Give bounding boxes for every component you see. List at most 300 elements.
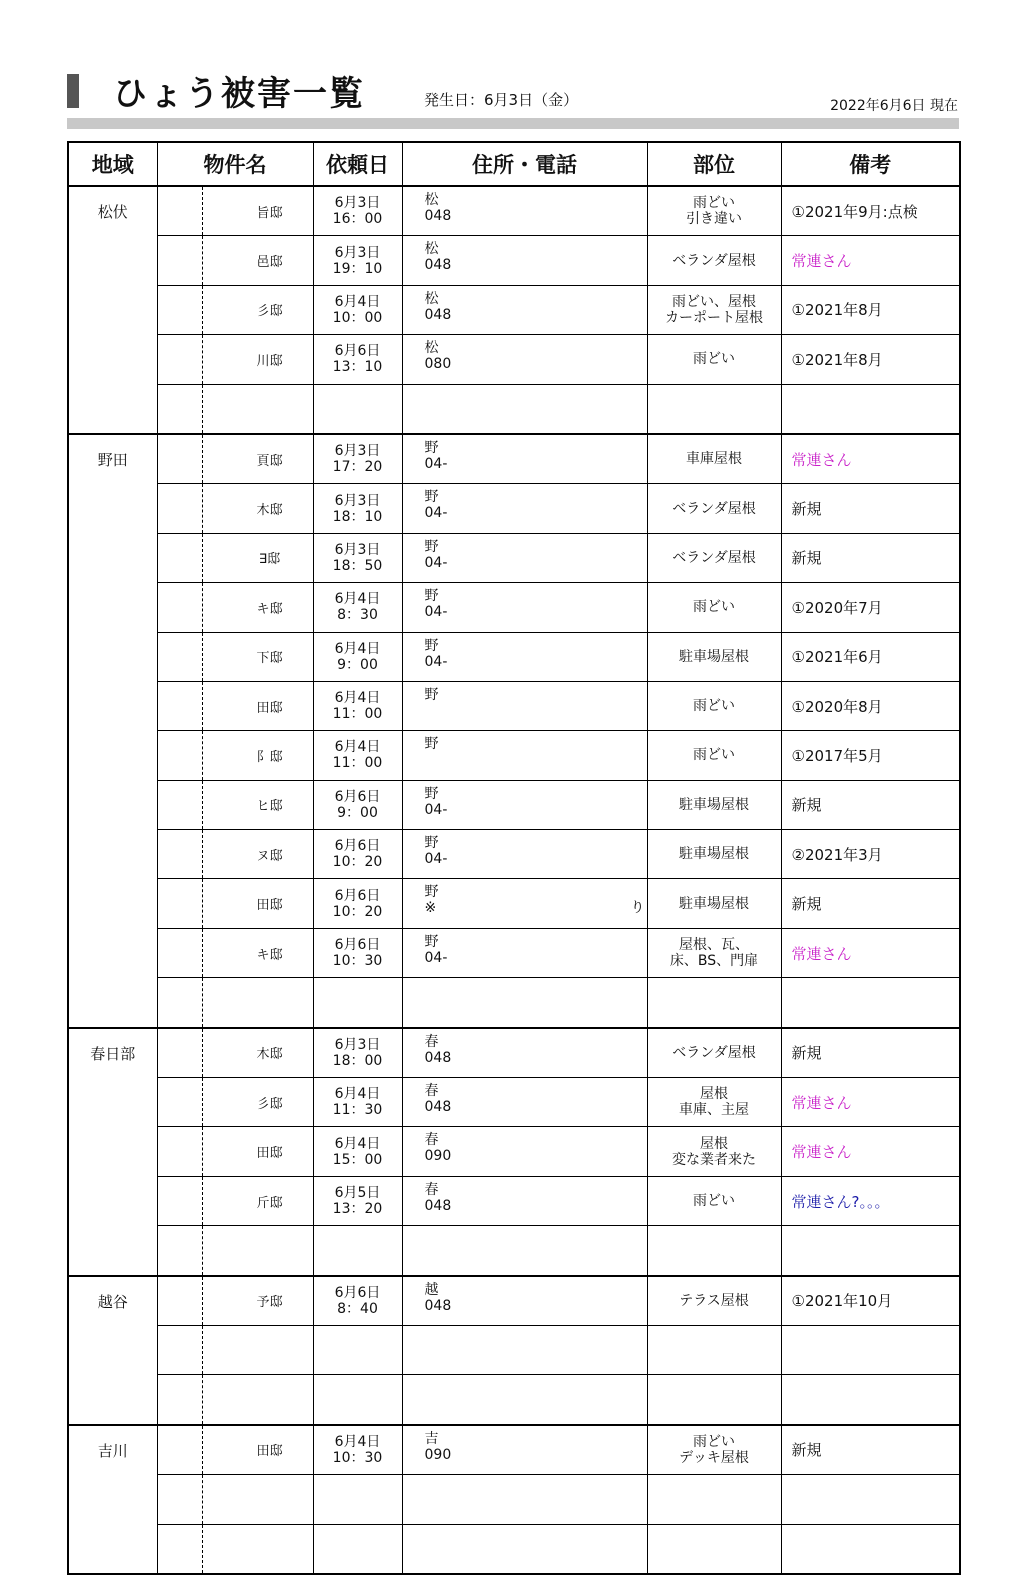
table-row (68, 1475, 960, 1524)
request-date (313, 186, 402, 236)
address-phone (402, 731, 647, 780)
address-phone (402, 830, 647, 879)
property-name: 木邸 (202, 484, 313, 533)
property-spacer (157, 681, 202, 730)
property-name: 川邸 (202, 335, 313, 384)
table-row (68, 830, 960, 879)
damage-part-line: 駐車場屋根 (679, 796, 749, 813)
note: ①2021年9月:点検 (781, 186, 960, 236)
address-phone (402, 186, 647, 236)
address-phone-line: 048 (424, 257, 452, 274)
damage-part (647, 830, 781, 879)
note: ①2021年8月 (781, 335, 960, 384)
request-date-line: 11：30 (332, 1102, 383, 1119)
address-phone (402, 384, 647, 434)
address-phone-line: 春 (424, 1181, 439, 1198)
request-date-line: 17：20 (332, 459, 383, 476)
property-spacer (157, 186, 202, 236)
damage-part (647, 1226, 781, 1276)
property-spacer (157, 632, 202, 681)
address-phone (402, 681, 647, 730)
address-phone-line: 春 (424, 1033, 439, 1050)
table-row (68, 632, 960, 681)
request-date-line: 10：20 (332, 903, 383, 920)
damage-part-line: 駐車場屋根 (679, 846, 749, 863)
note (781, 978, 960, 1028)
note: 常連さん (781, 1127, 960, 1176)
property-spacer (157, 1078, 202, 1127)
property-spacer (157, 879, 202, 928)
address-phone-line: 野 (424, 489, 439, 506)
damage-part (647, 731, 781, 780)
address-phone-line: 野 (424, 785, 439, 802)
note (781, 1375, 960, 1425)
as-of-date: 2022年6月6日 現在 (830, 98, 958, 114)
property-name: 木邸 (202, 1028, 313, 1078)
note: ①2017年5月 (781, 731, 960, 780)
address-phone-line: 松 (424, 340, 439, 357)
request-date (313, 434, 402, 484)
request-date (313, 1276, 402, 1326)
damage-part-line: 車庫屋根 (686, 451, 742, 468)
address-phone (402, 928, 647, 977)
request-date-line: 10：30 (332, 953, 383, 970)
region-cell: 吉川 (68, 1425, 157, 1574)
request-date-line: 18：50 (332, 557, 383, 574)
request-date (313, 1028, 402, 1078)
note (781, 1524, 960, 1574)
property-name: 田邸 (202, 681, 313, 730)
title-marker (67, 74, 79, 108)
note: ①2021年6月 (781, 632, 960, 681)
damage-part-line: ベランダ屋根 (672, 252, 756, 269)
property-name (202, 1226, 313, 1276)
note: 常連さん (781, 1078, 960, 1127)
address-phone-line: 080 (424, 356, 452, 373)
property-spacer (157, 830, 202, 879)
address-phone-line: 野 (424, 588, 439, 605)
address-phone-line: 048 (424, 1297, 452, 1314)
table-row (68, 1375, 960, 1425)
address-phone-line: 048 (424, 1197, 452, 1214)
col-part: 部位 (647, 142, 781, 186)
request-date-line: 6月3日 (334, 492, 381, 509)
property-spacer (157, 1276, 202, 1326)
damage-part (647, 335, 781, 384)
property-spacer (157, 1524, 202, 1574)
damage-part-line: 雨どい (693, 698, 735, 715)
request-date-line: 10：30 (332, 1449, 383, 1466)
table-row (68, 186, 960, 236)
request-date-line: 6月4日 (334, 690, 381, 707)
property-name: キ邸 (202, 928, 313, 977)
note: 常連さん (781, 236, 960, 285)
table-row (68, 1176, 960, 1225)
request-date (313, 1475, 402, 1524)
request-date (313, 335, 402, 384)
property-name: 旨邸 (202, 186, 313, 236)
region-cell: 野田 (68, 434, 157, 1028)
note (781, 384, 960, 434)
request-date-line: 18：10 (332, 508, 383, 525)
damage-part (647, 1524, 781, 1574)
address-phone (402, 1524, 647, 1574)
address-phone (402, 1176, 647, 1225)
address-phone-line: 春 (424, 1083, 439, 1100)
address-phone (402, 583, 647, 632)
damage-part-line: 雨どい (693, 195, 735, 212)
request-date-line: 9：00 (337, 804, 378, 821)
request-date-line: 6月4日 (334, 1086, 381, 1103)
property-name: 斤邸 (202, 1176, 313, 1225)
request-date-line: 6月4日 (334, 591, 381, 608)
address-phone (402, 285, 647, 334)
address-phone-line: 090 (424, 1446, 452, 1463)
col-address-phone: 住所・電話 (402, 142, 647, 186)
request-date-line: 6月6日 (334, 937, 381, 954)
request-date (313, 830, 402, 879)
property-name: ヒ邸 (202, 780, 313, 829)
damage-part-line: 駐車場屋根 (679, 648, 749, 665)
request-date (313, 1176, 402, 1225)
note: 新規 (781, 533, 960, 582)
note: ①2020年8月 (781, 681, 960, 730)
request-date (313, 236, 402, 285)
note: 常連さん?。。。 (781, 1176, 960, 1225)
request-date (313, 731, 402, 780)
property-spacer (157, 285, 202, 334)
property-name: ヌ邸 (202, 830, 313, 879)
address-phone-line: 野 (424, 933, 439, 950)
property-spacer (157, 780, 202, 829)
damage-part-line: カーポート屋根 (665, 309, 763, 326)
property-name (202, 1475, 313, 1524)
address-phone (402, 236, 647, 285)
request-date-line: 11：00 (332, 706, 383, 723)
col-property: 物件名 (157, 142, 313, 186)
table-row (68, 384, 960, 434)
note: 新規 (781, 484, 960, 533)
damage-part (647, 533, 781, 582)
table-row (68, 335, 960, 384)
table-row (68, 1425, 960, 1475)
property-spacer (157, 1475, 202, 1524)
damage-part (647, 1325, 781, 1374)
request-date-line: 11：00 (332, 755, 383, 772)
property-spacer (157, 384, 202, 434)
region-cell: 松伏 (68, 186, 157, 434)
address-phone (402, 1375, 647, 1425)
address-phone (402, 1475, 647, 1524)
table-row (68, 1226, 960, 1276)
damage-part (647, 1028, 781, 1078)
damage-part-line: 屋根 (700, 1135, 728, 1152)
damage-part-line: ベランダ屋根 (672, 500, 756, 517)
request-date (313, 583, 402, 632)
property-name: ∃邸 (202, 533, 313, 582)
damage-part (647, 384, 781, 434)
col-region: 地域 (68, 142, 157, 186)
table-row (68, 533, 960, 582)
address-phone-line: 野 (424, 637, 439, 654)
address-phone-line: 野 (424, 835, 439, 852)
property-name (202, 384, 313, 434)
property-spacer (157, 533, 202, 582)
damage-part (647, 928, 781, 977)
header-row (68, 142, 960, 186)
address-phone-line: 048 (424, 208, 452, 224)
request-date-line: 6月4日 (334, 1135, 381, 1152)
note: ①2020年7月 (781, 583, 960, 632)
note (781, 1325, 960, 1374)
address-phone-line: 04- (424, 604, 448, 621)
property-spacer (157, 1028, 202, 1078)
property-name: キ邸 (202, 583, 313, 632)
request-date-line: 10：20 (332, 854, 383, 871)
property-name: 田邸 (202, 879, 313, 928)
request-date (313, 1375, 402, 1425)
request-date-line: 9：00 (337, 656, 378, 673)
col-note: 備考 (781, 142, 960, 186)
address-phone (402, 879, 647, 928)
request-date (313, 384, 402, 434)
request-date-line: 15：00 (332, 1151, 383, 1168)
address-phone-line: 松 (424, 290, 439, 307)
address-phone-line: 04- (424, 653, 448, 670)
address-phone-line: 野 (424, 439, 439, 456)
address-phone (402, 335, 647, 384)
note: 常連さん (781, 434, 960, 484)
address-phone-line: 越 (424, 1281, 439, 1298)
note: ①2021年8月 (781, 285, 960, 334)
damage-part (647, 1375, 781, 1425)
note: 常連さん (781, 928, 960, 977)
address-phone-line: 松 (424, 192, 439, 208)
request-date (313, 780, 402, 829)
address-phone (402, 1127, 647, 1176)
property-spacer (157, 928, 202, 977)
request-date (313, 632, 402, 681)
property-name: 阝邸 (202, 731, 313, 780)
address-phone-line: 野 (424, 884, 439, 901)
note: 新規 (781, 879, 960, 928)
property-spacer (157, 1425, 202, 1475)
request-date (313, 1078, 402, 1127)
table-row (68, 285, 960, 334)
damage-part-line: 雨どい、屋根 (672, 293, 756, 310)
table-row (68, 484, 960, 533)
damage-part-line: 屋根、瓦、 (679, 937, 749, 954)
request-date (313, 1325, 402, 1374)
property-name (202, 1325, 313, 1374)
request-date-line: 6月4日 (334, 1433, 381, 1450)
col-request-date: 依頼日 (313, 142, 402, 186)
request-date-line: 6月4日 (334, 739, 381, 756)
address-phone-line: 野 (424, 736, 439, 753)
property-name: 田邸 (202, 1425, 313, 1475)
property-name: 下邸 (202, 632, 313, 681)
request-date (313, 978, 402, 1028)
damage-part (647, 1127, 781, 1176)
table-row (68, 583, 960, 632)
address-phone-line: 04- (424, 455, 448, 472)
damage-part (647, 1276, 781, 1326)
table-row (68, 1524, 960, 1574)
property-spacer (157, 434, 202, 484)
address-phone (402, 1078, 647, 1127)
address-phone-line: 春 (424, 1132, 439, 1149)
address-phone-line: 04- (424, 801, 448, 818)
address-phone (402, 1226, 647, 1276)
table-row (68, 1028, 960, 1078)
damage-part-line: ベランダ屋根 (672, 1044, 756, 1061)
property-spacer (157, 484, 202, 533)
property-name: 予邸 (202, 1276, 313, 1326)
damage-part-line: 雨どい (693, 1193, 735, 1209)
request-date-line: 13：10 (332, 359, 383, 376)
region-cell: 春日部 (68, 1028, 157, 1276)
page-title: ひょう被害一覧 (113, 74, 365, 114)
property-name: 彡邸 (202, 1078, 313, 1127)
note (781, 1475, 960, 1524)
request-date-line: 8：30 (337, 607, 378, 624)
damage-part (647, 186, 781, 236)
damage-part-line: デッキ屋根 (679, 1449, 749, 1466)
property-name: 邑邸 (202, 236, 313, 285)
property-name (202, 978, 313, 1028)
address-phone-line: 04- (424, 851, 448, 868)
damage-part (647, 681, 781, 730)
address-phone (402, 434, 647, 484)
table-row (68, 928, 960, 977)
request-date (313, 928, 402, 977)
request-date-line: 16：00 (332, 211, 383, 228)
table-row (68, 681, 960, 730)
damage-table (67, 141, 961, 1575)
request-date-line: 10：00 (332, 309, 383, 326)
request-date (313, 533, 402, 582)
table-row (68, 1127, 960, 1176)
table-row (68, 731, 960, 780)
damage-part (647, 1475, 781, 1524)
damage-part-line: 駐車場屋根 (679, 895, 749, 912)
request-date-line: 18：00 (332, 1052, 383, 1069)
request-date-line: 6月5日 (334, 1185, 381, 1201)
request-date (313, 285, 402, 334)
request-date-line: 6月4日 (334, 640, 381, 657)
damage-part-line: 雨どい (693, 1433, 735, 1450)
request-date-line: 6月3日 (334, 195, 381, 212)
request-date-line: 6月6日 (334, 887, 381, 904)
header-rule (67, 118, 959, 129)
property-spacer (157, 335, 202, 384)
address-phone (402, 780, 647, 829)
table-row (68, 236, 960, 285)
address-phone (402, 1325, 647, 1374)
address-phone-line: 04- (424, 505, 448, 522)
table-row (68, 1325, 960, 1374)
damage-part-line: 雨どい (693, 351, 735, 368)
note: ②2021年3月 (781, 830, 960, 879)
damage-part-line: 車庫、主屋 (679, 1102, 749, 1119)
damage-part-line: テラス屋根 (679, 1292, 749, 1309)
request-date (313, 1127, 402, 1176)
address-phone-line: 野 (424, 538, 439, 555)
address-phone (402, 1276, 647, 1326)
damage-part (647, 484, 781, 533)
address-phone-line: 04- (424, 949, 448, 966)
request-date (313, 1425, 402, 1475)
request-date-line: 6月3日 (334, 443, 381, 460)
occurrence-date: 発生日：6月3日（金） (424, 91, 579, 109)
damage-part (647, 434, 781, 484)
request-date (313, 879, 402, 928)
request-date-line: 6月3日 (334, 541, 381, 558)
property-spacer (157, 731, 202, 780)
address-phone (402, 978, 647, 1028)
damage-part (647, 583, 781, 632)
address-phone-line: 090 (424, 1148, 452, 1165)
damage-part-line: 屋根 (700, 1086, 728, 1103)
request-date-line: 6月6日 (334, 1284, 381, 1301)
request-date (313, 1524, 402, 1574)
address-phone (402, 1028, 647, 1078)
damage-part (647, 1425, 781, 1475)
table-row (68, 879, 960, 928)
note: ①2021年10月 (781, 1276, 960, 1326)
property-spacer (157, 1375, 202, 1425)
address-note: り (630, 900, 645, 917)
property-spacer (157, 1226, 202, 1276)
request-date-line: 6月6日 (334, 838, 381, 855)
table-row (68, 1276, 960, 1326)
request-date-line: 6月6日 (334, 788, 381, 805)
property-spacer (157, 236, 202, 285)
address-phone-line: 048 (424, 1099, 452, 1116)
damage-part-line: 変な業者来た (672, 1151, 756, 1168)
property-spacer (157, 978, 202, 1028)
damage-part (647, 1176, 781, 1225)
request-date (313, 1226, 402, 1276)
request-date-line: 6月4日 (334, 293, 381, 310)
property-name: 田邸 (202, 1127, 313, 1176)
request-date-line: 6月3日 (334, 244, 381, 261)
request-date-line: 6月3日 (334, 1036, 381, 1053)
damage-part (647, 780, 781, 829)
address-phone-line: 048 (424, 306, 452, 323)
damage-part-line: 雨どい (693, 747, 735, 764)
property-spacer (157, 1176, 202, 1225)
damage-part-line: 引き違い (686, 211, 742, 228)
request-date (313, 484, 402, 533)
address-phone-line: 野 (424, 686, 439, 703)
address-phone (402, 484, 647, 533)
table-row (68, 780, 960, 829)
table-row (68, 1078, 960, 1127)
address-phone (402, 1425, 647, 1475)
region-cell: 越谷 (68, 1276, 157, 1425)
damage-part (647, 236, 781, 285)
address-phone (402, 533, 647, 582)
damage-part-line: 床、BS、門扉 (669, 953, 759, 970)
note (781, 1226, 960, 1276)
damage-part (647, 879, 781, 928)
property-name: 彡邸 (202, 285, 313, 334)
table-row (68, 978, 960, 1028)
note: 新規 (781, 780, 960, 829)
note: 新規 (781, 1425, 960, 1475)
table-row (68, 434, 960, 484)
